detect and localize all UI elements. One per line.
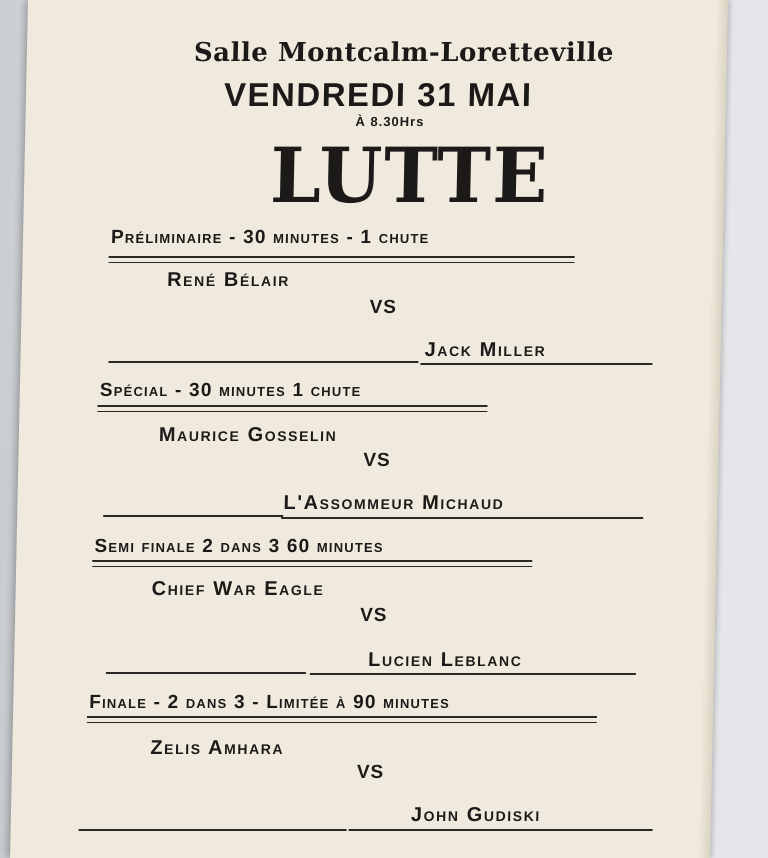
bout-1-heading-rule [108,256,574,263]
bout-1-heading: Préliminaire - 30 minutes - 1 chute [110,227,430,248]
bout-1-name-line [420,363,652,365]
bout-3-blank-line [106,672,306,674]
bout-4-heading-rule [87,716,597,723]
bout-3-heading-rule [92,560,532,567]
bout-1-vs: VS [369,297,398,318]
bout-3-name-line [310,673,636,675]
bout-4-wrestler-1: Zelis Amhara [150,737,285,759]
bout-2-blank-line [103,515,283,517]
bout-4-vs: VS [356,762,385,783]
bout-2-wrestler-2: L'Assommeur Michaud [283,492,505,514]
bout-2-vs: VS [363,450,391,471]
poster-paper [10,0,728,858]
bout-1-wrestler-2: Jack Miller [424,339,547,361]
bout-4-wrestler-2: John Gudiski [410,804,542,826]
venue-name: Salle Montcalm-Loretteville [193,38,615,68]
bout-2-name-line [281,517,643,519]
bout-4-blank-line [79,829,347,831]
bout-3-vs: VS [359,605,388,626]
bout-4-name-line [349,829,653,831]
bout-1-wrestler-1: René Bélair [166,269,291,291]
bout-3-wrestler-1: Chief War Eagle [151,578,325,600]
poster-title: LUTTE [269,131,551,220]
bout-3-wrestler-2: Lucien Leblanc [367,649,523,671]
bout-1-blank-line [108,361,418,363]
bout-2-wrestler-1: Maurice Gosselin [158,424,338,446]
bout-4-heading: Finale - 2 dans 3 - Limitée à 90 minutes [89,692,451,713]
bout-2-heading-rule [97,405,487,412]
bout-3-heading: Semi finale 2 dans 3 60 minutes [94,536,384,557]
bout-2-heading: Spécial - 30 minutes 1 chute [99,380,362,401]
event-time: À 8.30Hrs [355,114,425,129]
event-date: VENDREDI 31 MAI [223,76,533,113]
